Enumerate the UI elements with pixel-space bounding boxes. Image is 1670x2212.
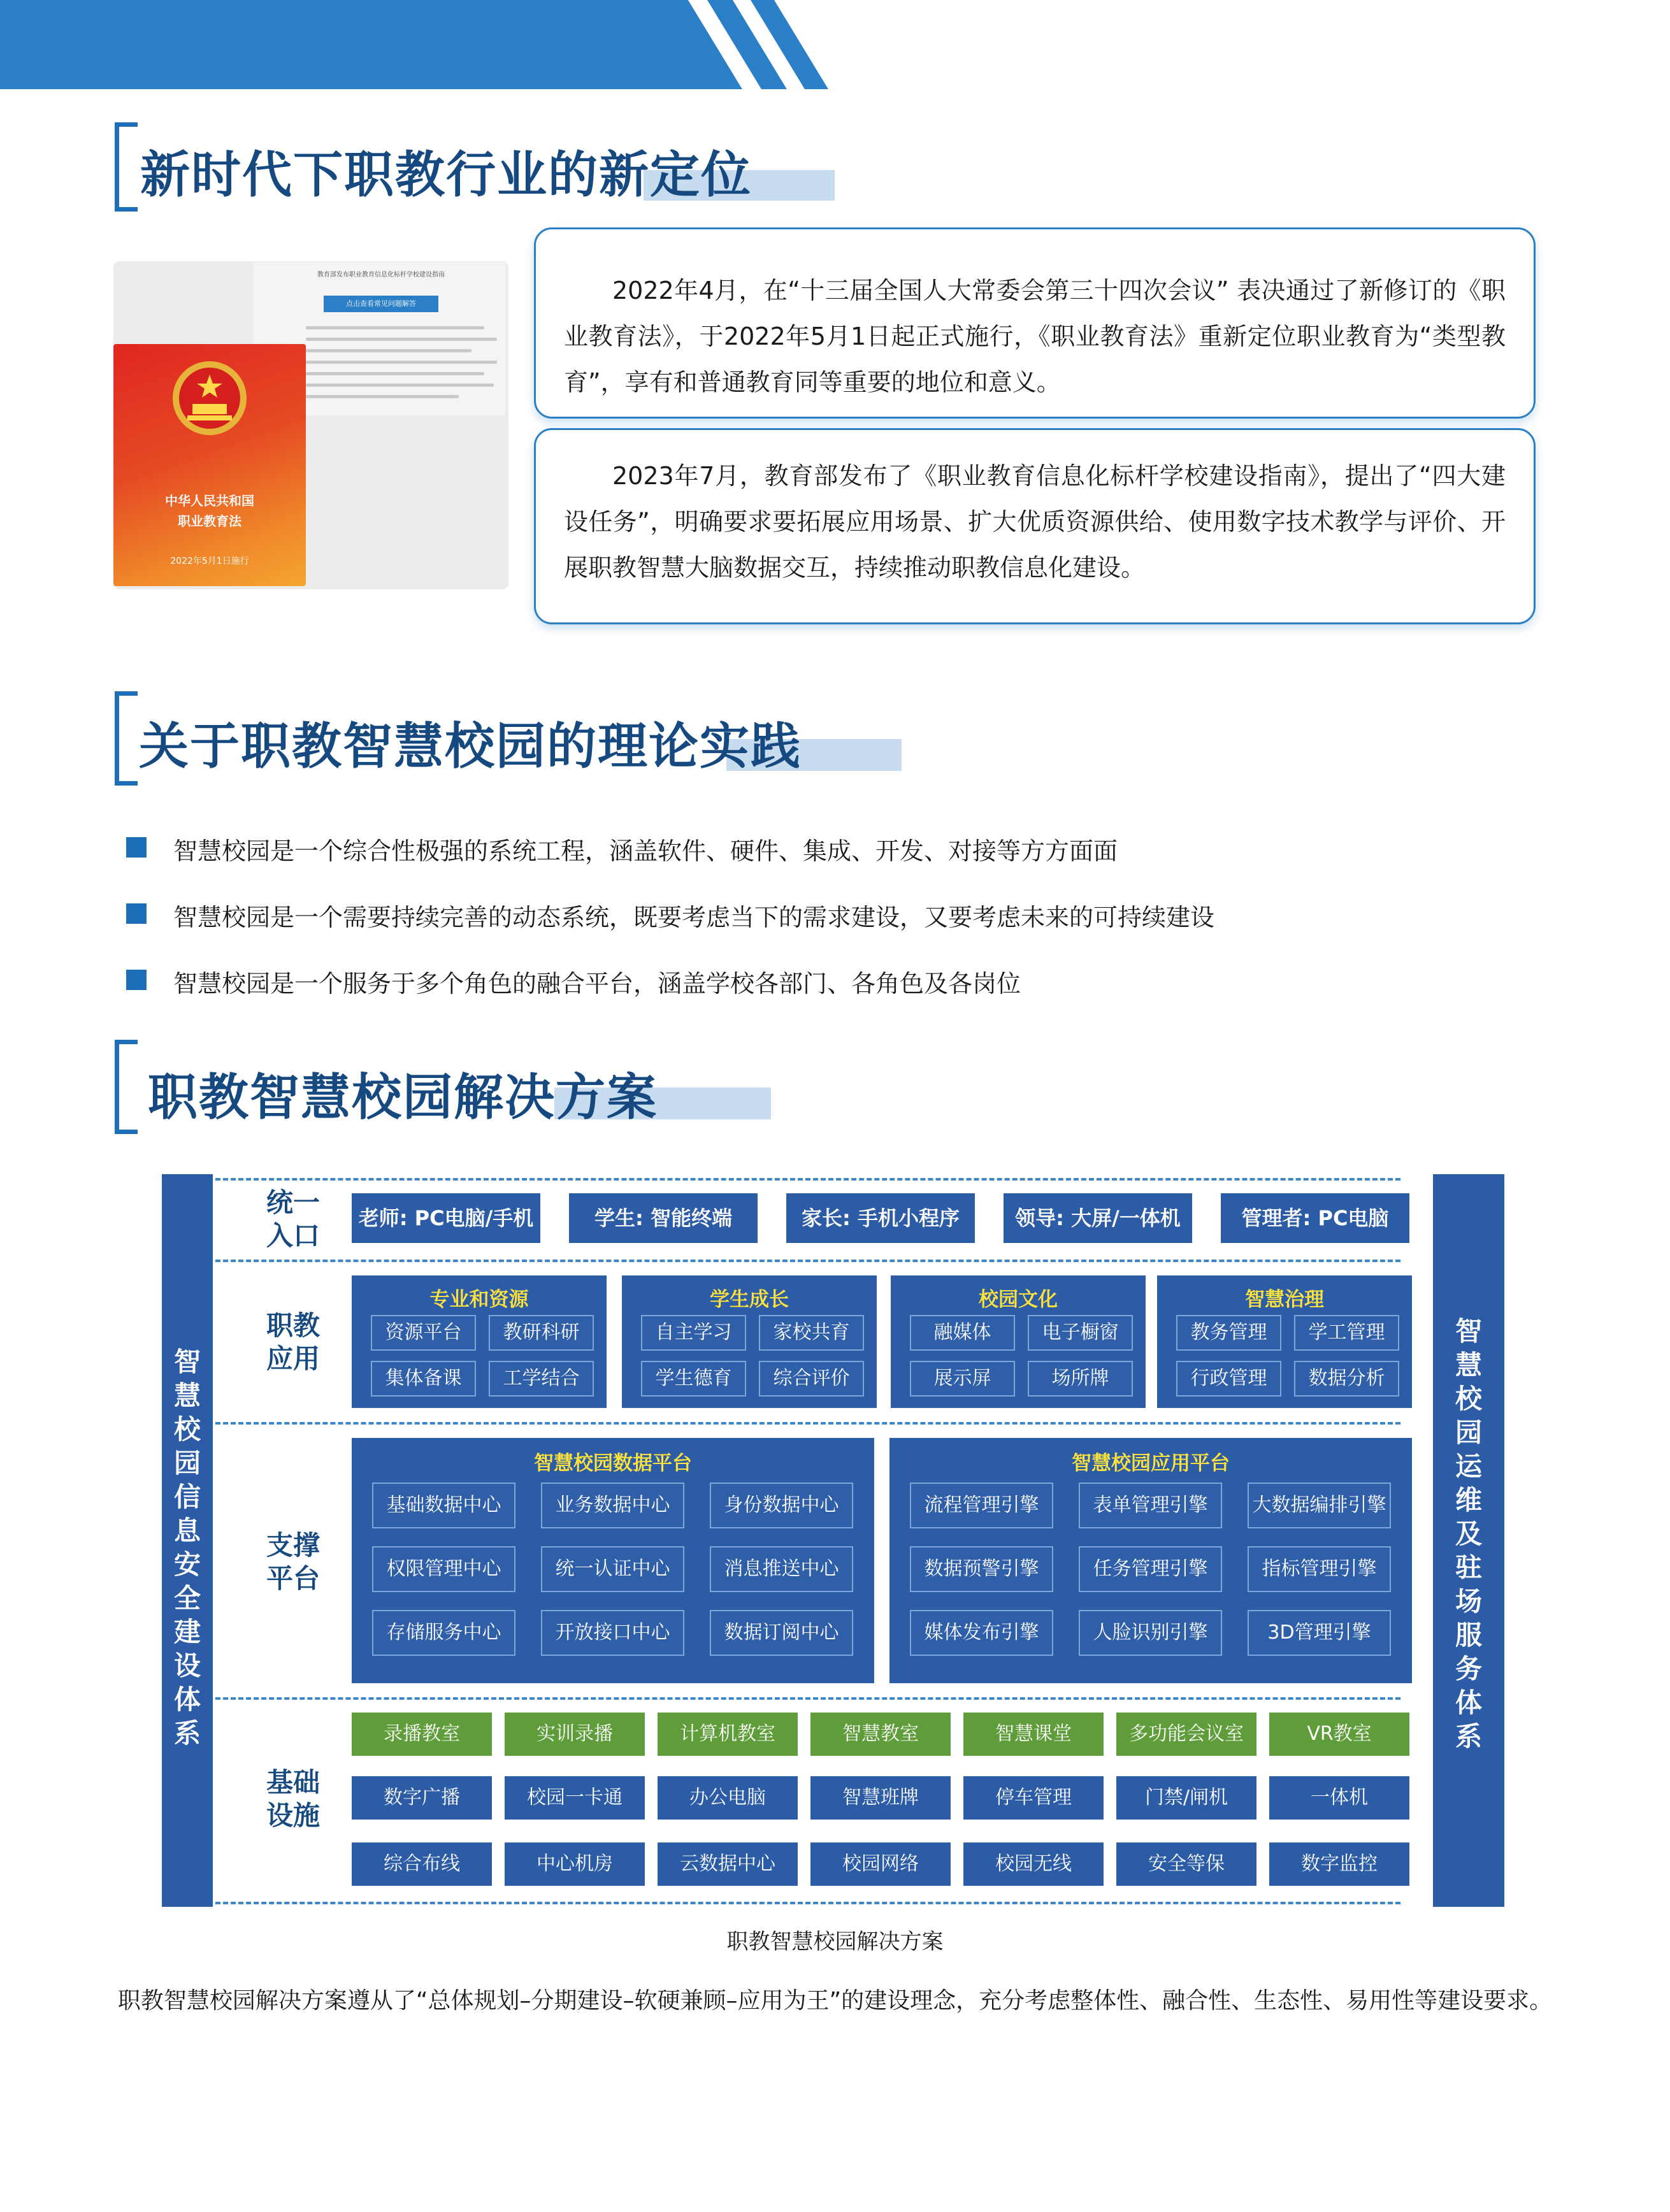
left-side-bar-text: 智慧校园信息安全建设体系 xyxy=(173,1346,201,1749)
app-item: 综合评价 xyxy=(759,1361,864,1397)
infra-item: 一体机 xyxy=(1269,1776,1409,1820)
infra-item: 校园一卡通 xyxy=(505,1776,645,1820)
bullet-text: 智慧校园是一个需要持续完善的动态系统，既要考虑当下的需求建设，又要考虑未来的可持续建设 xyxy=(173,903,1215,931)
app-panel-culture: 校园文化 融媒体 电子橱窗 展示屏 场所牌 xyxy=(891,1275,1146,1408)
platform-item: 大数据编排引擎 xyxy=(1248,1483,1391,1528)
app-item: 场所牌 xyxy=(1028,1361,1133,1397)
bullet-square xyxy=(126,903,147,924)
platform-item: 3D管理引擎 xyxy=(1248,1610,1391,1656)
infra-item: 计算机教室 xyxy=(658,1713,798,1756)
bullet-square xyxy=(126,837,147,858)
infra-item: 综合布线 xyxy=(352,1842,492,1886)
bullet-text: 智慧校园是一个综合性极强的系统工程，涵盖软件、硬件、集成、开发、对接等方方面面 xyxy=(173,837,1118,865)
row-label-entry: 统一 入口 xyxy=(266,1187,320,1251)
infra-item: 停车管理 xyxy=(963,1776,1104,1820)
platform-item: 数据预警引擎 xyxy=(910,1546,1053,1592)
platform-item: 基础数据中心 xyxy=(372,1483,515,1528)
dashed-divider xyxy=(215,1178,1400,1181)
app-item: 电子橱窗 xyxy=(1028,1315,1133,1351)
dashed-divider xyxy=(215,1902,1400,1904)
platform-item: 开放接口中心 xyxy=(541,1610,684,1656)
infra-item: 安全等保 xyxy=(1116,1842,1256,1886)
infra-item: 录播教室 xyxy=(352,1713,492,1756)
entry-student: 学生: 智能终端 xyxy=(569,1193,758,1243)
infra-item: 校园无线 xyxy=(963,1842,1104,1886)
platform-item: 消息推送中心 xyxy=(710,1546,853,1592)
platform-item: 指标管理引擎 xyxy=(1248,1546,1391,1592)
app-item: 展示屏 xyxy=(910,1361,1015,1397)
book-title-line1: 中华人民共和国 xyxy=(165,493,254,508)
infra-item: 门禁/闸机 xyxy=(1116,1776,1256,1820)
right-side-bar xyxy=(1433,1174,1504,1907)
platform-item: 人脸识别引擎 xyxy=(1079,1610,1222,1656)
infra-item: 中心机房 xyxy=(505,1842,645,1886)
entry-leader: 领导: 大屏/一体机 xyxy=(1004,1193,1192,1243)
app-item: 融媒体 xyxy=(910,1315,1015,1351)
platform-item: 任务管理引擎 xyxy=(1079,1546,1222,1592)
dashed-divider xyxy=(215,1260,1400,1262)
paragraph-box-2 xyxy=(534,428,1536,624)
infra-item: 实训录播 xyxy=(505,1713,645,1756)
app-item: 集体备课 xyxy=(371,1361,476,1397)
infra-item: 办公电脑 xyxy=(658,1776,798,1820)
infra-item: 智慧课堂 xyxy=(963,1713,1104,1756)
book-title-line2: 职业教育法 xyxy=(178,514,241,529)
dashed-divider xyxy=(215,1697,1400,1700)
entry-teacher: 老师: PC电脑/手机 xyxy=(352,1193,540,1243)
law-book-cover xyxy=(113,344,306,586)
app-item: 学工管理 xyxy=(1294,1315,1399,1351)
infra-item: 智慧班牌 xyxy=(810,1776,951,1820)
app-platform-panel: 智慧校园应用平台 流程管理引擎 表单管理引擎 大数据编排引擎 数据预警引擎 任务管理引擎 指标管理引擎 媒体发布引擎 人脸识别引擎 3D管理引擎 xyxy=(889,1438,1412,1683)
dashed-divider xyxy=(215,1422,1400,1425)
entry-admin: 管理者: PC电脑 xyxy=(1221,1193,1409,1243)
row-label-support: 支撑 平台 xyxy=(266,1530,320,1594)
platform-item: 流程管理引擎 xyxy=(910,1483,1053,1528)
app-item: 教研科研 xyxy=(489,1315,594,1351)
platform-item: 业务数据中心 xyxy=(541,1483,684,1528)
app-item: 学生德育 xyxy=(641,1361,746,1397)
national-emblem-icon xyxy=(168,357,251,440)
platform-item: 权限管理中心 xyxy=(372,1546,515,1592)
platform-item: 数据订阅中心 xyxy=(710,1610,853,1656)
app-item: 教务管理 xyxy=(1176,1315,1281,1351)
bullet-square xyxy=(126,970,147,990)
platform-item: 身份数据中心 xyxy=(710,1483,853,1528)
platform-item: 存储服务中心 xyxy=(372,1610,515,1656)
app-item: 数据分析 xyxy=(1294,1361,1399,1397)
app-item: 资源平台 xyxy=(371,1315,476,1351)
app-panel-governance: 智慧治理 教务管理 学工管理 行政管理 数据分析 xyxy=(1157,1275,1412,1408)
doc-title: 教育部发布职业教育信息化标杆学校建设指南 xyxy=(317,271,445,278)
paragraph-box-1 xyxy=(534,227,1536,419)
right-side-bar-text: 智慧校园运维及驻场服务体系 xyxy=(1455,1316,1482,1752)
diagram-caption: 职教智慧校园解决方案 xyxy=(726,1929,944,1955)
section-title: 新时代下职教行业的新定位 xyxy=(140,147,752,204)
infra-item: VR教室 xyxy=(1269,1713,1409,1756)
app-panel-resources: 专业和资源 资源平台 教研科研 集体备课 工学结合 xyxy=(352,1275,607,1408)
paragraph-2: 2023年7月，教育部发布了《职业教育信息化标杆学校建设指南》，提出了“四大建设任务”，明确要求要拓展应用场景、扩大优质资源供给、使用数字技术教学与评价、开展职教智慧大脑数据交互，持续推动职教信息化建设。 xyxy=(564,462,1506,582)
platform-item: 统一认证中心 xyxy=(541,1546,684,1592)
section-title: 关于职教智慧校园的理论实践 xyxy=(139,718,802,775)
app-item: 自主学习 xyxy=(641,1315,746,1351)
book-date: 2022年5月1日施行 xyxy=(170,556,249,566)
infra-item: 云数据中心 xyxy=(658,1842,798,1886)
infra-item: 智慧教室 xyxy=(810,1713,951,1756)
app-item: 行政管理 xyxy=(1176,1361,1281,1397)
top-banner xyxy=(0,0,828,89)
doc-button: 点击查看常见问题解答 xyxy=(324,296,438,312)
section-title: 职教智慧校园解决方案 xyxy=(148,1069,658,1126)
paragraph-1: 2022年4月，在“十三届全国人大常委会第三十四次会议” 表决通过了新修订的《职业教育法》，于2022年5月1日起正式施行，《职业教育法》重新定位职业教育为“类型教育”，享有和普通教育同等重要的地位和意义。 xyxy=(564,276,1506,396)
platform-item: 表单管理引擎 xyxy=(1079,1483,1222,1528)
infra-item: 数字监控 xyxy=(1269,1842,1409,1886)
data-platform-panel: 智慧校园数据平台 基础数据中心 业务数据中心 身份数据中心 权限管理中心 统一认证中心 消息推送中心 存储服务中心 开放接口中心 数据订阅中心 xyxy=(352,1438,874,1683)
infra-item: 多功能会议室 xyxy=(1116,1713,1256,1756)
platform-item: 媒体发布引擎 xyxy=(910,1610,1053,1656)
app-panel-growth: 学生成长 自主学习 家校共育 学生德育 综合评价 xyxy=(622,1275,877,1408)
row-label-app: 职教 应用 xyxy=(266,1310,320,1374)
entry-parent: 家长: 手机小程序 xyxy=(786,1193,975,1243)
left-side-bar xyxy=(162,1174,213,1907)
row-label-infra: 基础 设施 xyxy=(266,1767,320,1831)
infra-item: 校园网络 xyxy=(810,1842,951,1886)
bullet-text: 智慧校园是一个服务于多个角色的融合平台，涵盖学校各部门、各角色及各岗位 xyxy=(173,970,1021,998)
infra-item: 数字广播 xyxy=(352,1776,492,1820)
app-item: 工学结合 xyxy=(489,1361,594,1397)
footer-text: 职教智慧校园解决方案遵从了“总体规划–分期建设–软硬兼顾–应用为王”的建设理念，充分考虑整体性、融合性、生态性、易用性等建设要求。 xyxy=(117,1988,1553,2014)
app-item: 家校共育 xyxy=(759,1315,864,1351)
